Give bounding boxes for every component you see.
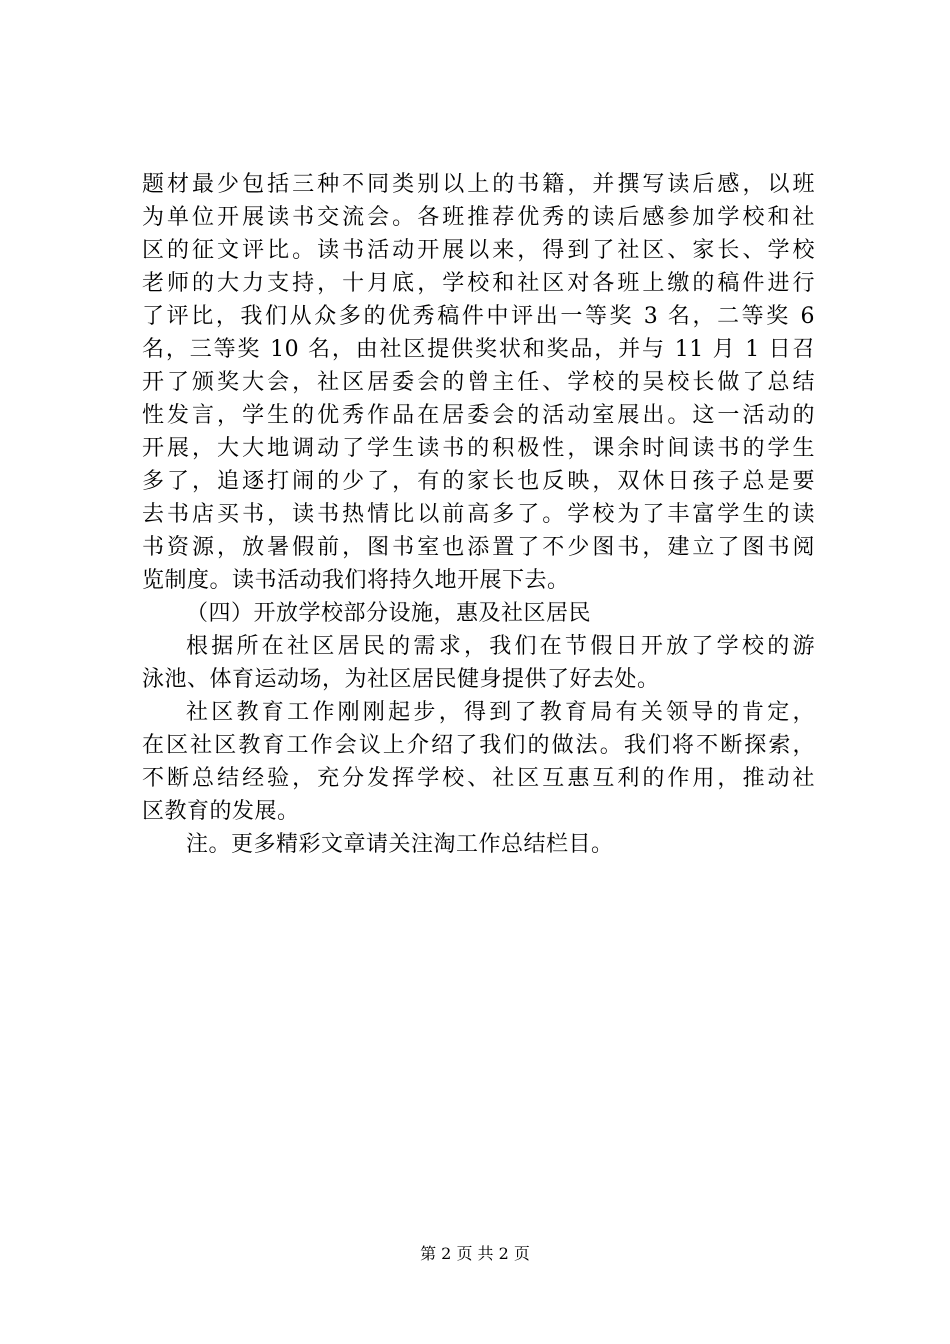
text-line: 名，三等奖 10 名，由社区提供奖状和奖品，并与 11 月 1 日召 (142, 337, 815, 362)
text-line: 老师的大力支持，十月底，学校和社区对各班上缴的稿件进行 (142, 271, 815, 296)
text-line: 注。更多精彩文章请关注淘工作总结栏目。 (186, 832, 614, 857)
text-line: 书资源，放暑假前，图书室也添置了不少图书，建立了图书阅 (142, 535, 815, 560)
text-line: 根据所在社区居民的需求，我们在节假日开放了学校的游 (186, 634, 815, 659)
text-line: 开了颁奖大会，社区居委会的曾主任、学校的吴校长做了总结 (142, 370, 815, 395)
text-line: 社区教育工作刚刚起步，得到了教育局有关领导的肯定， (186, 700, 815, 725)
text-line: （四）开放学校部分设施，惠及社区居民 (186, 601, 592, 626)
body-text (142, 168, 815, 861)
text-line: 题材最少包括三种不同类别以上的书籍，并撰写读后感，以班 (142, 172, 815, 197)
text-line: 览制度。读书活动我们将持久地开展下去。 (142, 568, 570, 593)
page-footer: 第 2 页 共 2 页 (420, 1244, 530, 1263)
text-line: 了评比，我们从众多的优秀稿件中评出一等奖 3 名，二等奖 6 (142, 304, 815, 329)
text-line: 去书店买书，读书热情比以前高多了。学校为了丰富学生的读 (142, 502, 815, 527)
text-line: 为单位开展读书交流会。各班推荐优秀的读后感参加学校和社 (142, 205, 815, 230)
text-line: 泳池、体育运动场，为社区居民健身提供了好去处。 (142, 667, 660, 692)
text-line: 性发言，学生的优秀作品在居委会的活动室展出。这一活动的 (142, 403, 815, 428)
text-line: 开展，大大地调动了学生读书的积极性，课余时间读书的学生 (142, 436, 815, 461)
text-line: 区的征文评比。读书活动开展以来，得到了社区、家长、学校 (142, 238, 815, 263)
text-line: 不断总结经验，充分发挥学校、社区互惠互利的作用，推动社 (142, 766, 815, 791)
text-line: 区教育的发展。 (142, 799, 300, 824)
text-line: 多了，追逐打闹的少了，有的家长也反映，双休日孩子总是要 (142, 469, 815, 494)
text-line: 在区社区教育工作会议上介绍了我们的做法。我们将不断探索， (142, 733, 815, 758)
